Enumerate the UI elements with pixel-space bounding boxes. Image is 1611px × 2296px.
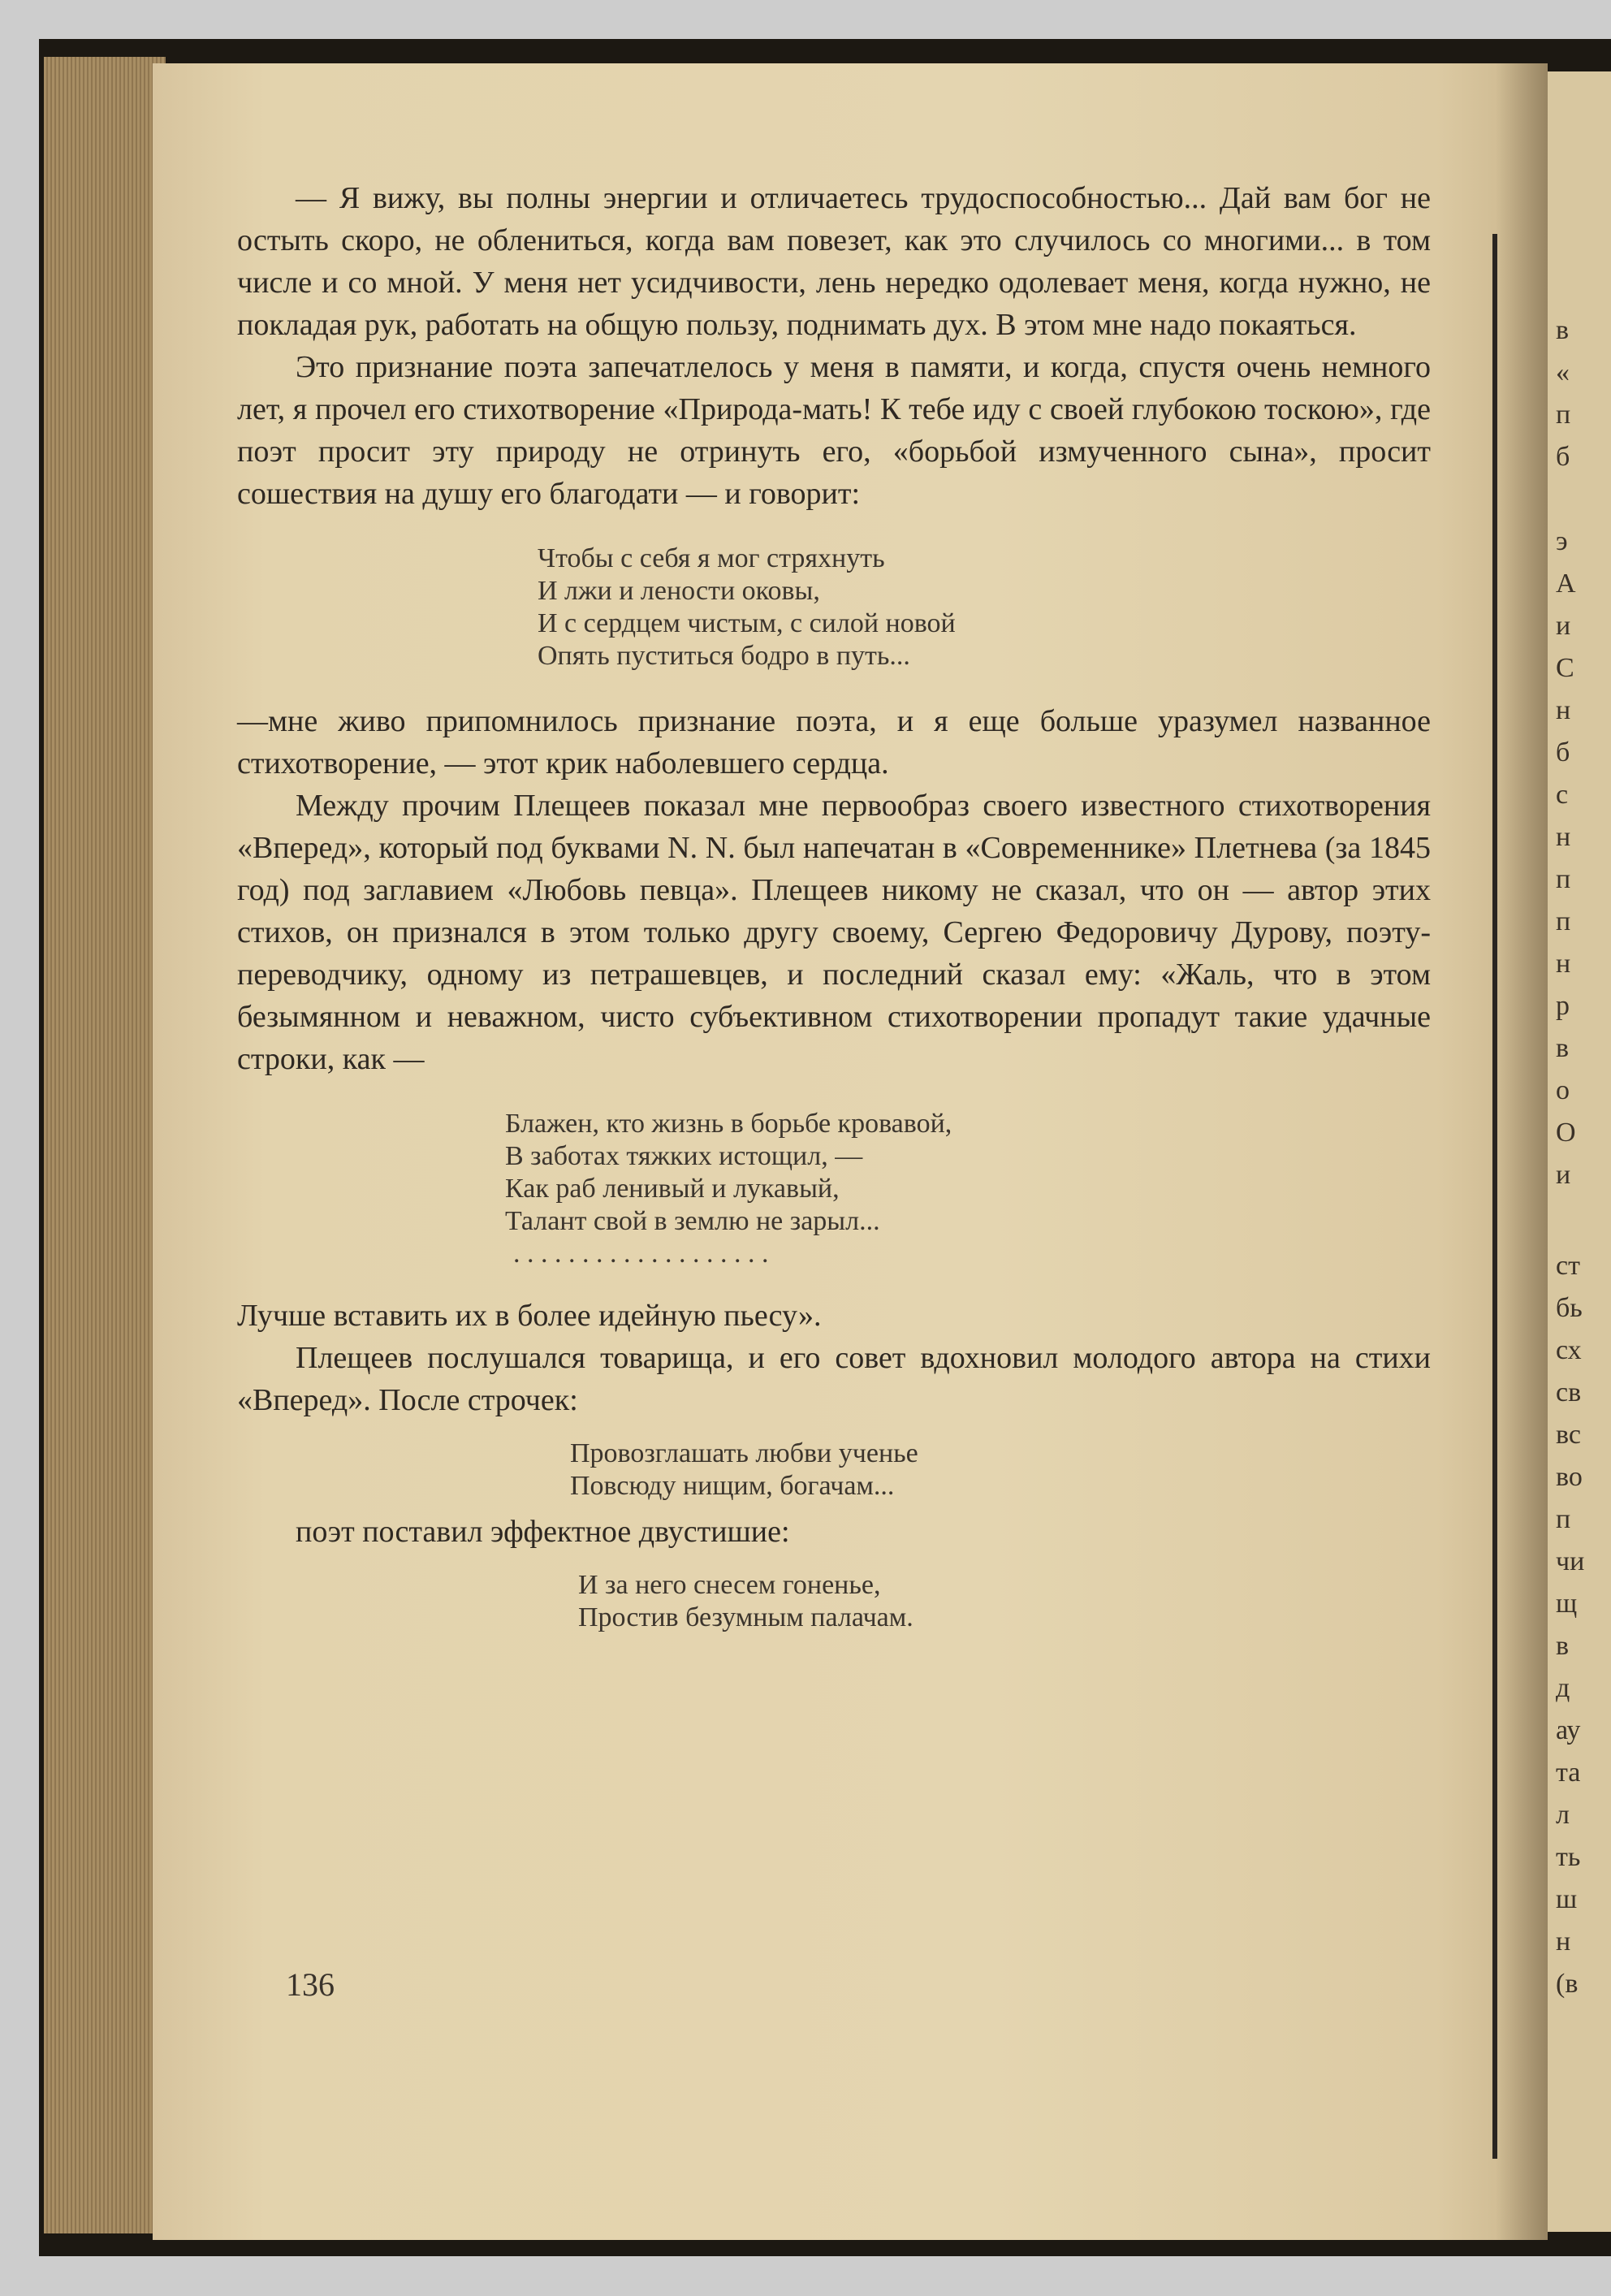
next-page-fragment: р xyxy=(1556,991,1570,1021)
verse-line: Простив безумным палачам. xyxy=(578,1602,913,1632)
verse-line: Чтобы с себя я мог стряхнуть xyxy=(538,543,885,573)
next-page-fragment: щ xyxy=(1556,1589,1578,1619)
page-body xyxy=(237,177,1431,1634)
verse-line: Повсюду нищим, богачам... xyxy=(570,1471,895,1501)
paragraph: Это признание поэта запечатлелось у меня в памяти, и когда, спустя очень немного лет, я прочел его стихотворение «Природа-мать! К тебе иду с своей глубокою тоскою», где поэт просит эту природу не отринуть его, «борьбой измученного сына», просит сошествия на душу его благодати — и говорит: xyxy=(237,350,1431,511)
next-page-fragment: во xyxy=(1556,1462,1583,1492)
paragraph: Плещеев послушался товарища, и его совет вдохновил молодого автора на стихи «Вперед». После строчек: xyxy=(237,1341,1431,1417)
paragraph: поэт поставил эффектное двустишие: xyxy=(296,1515,790,1549)
next-page-fragment: А xyxy=(1556,569,1576,599)
next-page-fragment: О xyxy=(1556,1118,1576,1148)
next-page-fragment: б xyxy=(1556,442,1570,472)
next-page-fragment: ш xyxy=(1556,1884,1578,1914)
paragraph: Лучше вставить их в более идейную пьесу». xyxy=(237,1299,822,1333)
next-page-fragment: п xyxy=(1556,400,1571,430)
paragraph: —мне живо припомнилось признание поэта, и я еще больше уразумел названное стихотворение, — этот крик наболевшего сердца. xyxy=(237,704,1431,780)
next-page-fragment: и xyxy=(1556,611,1571,641)
next-page-fragment: ау xyxy=(1556,1715,1581,1745)
verse-line: В заботах тяжких истощил, — xyxy=(505,1141,863,1171)
next-page-fragment: о xyxy=(1556,1075,1570,1105)
verse-line: И за него снесем гоненье, xyxy=(578,1570,881,1600)
paragraph: — Я вижу, вы полны энергии и отличаетесь трудоспособностью... Дай вам бог не остыть скоро, не облениться, когда вам повезет, как это случилось со многими... в том числе и со мной. У меня нет усидчивости, лень нередко одолевает меня, когда нужно, не покладая рук, работать на общую пользу, поднимать дух. В этом мне надо покаяться. xyxy=(237,181,1431,342)
next-page-fragment: э xyxy=(1556,526,1568,556)
verse-line: Провозглашать любви ученье xyxy=(570,1438,918,1468)
next-page-fragment: чи xyxy=(1556,1546,1585,1576)
next-page-fragment: н xyxy=(1556,822,1571,852)
next-page-fragment: и xyxy=(1556,1160,1571,1190)
next-page-fragment: п xyxy=(1556,1504,1571,1534)
page-number: 136 xyxy=(286,1966,335,2003)
page-edge-stack xyxy=(44,57,166,2233)
ellipsis-row: . . . . . . . . . . . . . . . . . . . xyxy=(513,1239,769,1269)
binding-gutter xyxy=(1496,63,1548,2240)
gutter-shadow-line xyxy=(1492,234,1497,2159)
next-page-fragment: д xyxy=(1556,1673,1570,1703)
next-page-fragment: л xyxy=(1556,1800,1570,1830)
next-page-fragment: сх xyxy=(1556,1335,1582,1365)
verse-line: Опять пуститься бодро в путь... xyxy=(538,641,910,671)
verse-block xyxy=(578,1569,1431,1634)
next-page-fragment: в xyxy=(1556,315,1570,345)
next-page-fragment: п xyxy=(1556,864,1571,894)
next-page-fragment: вс xyxy=(1556,1420,1581,1450)
verse-line: И с сердцем чистым, с силой новой xyxy=(538,608,956,638)
verse-line: Талант свой в землю не зарыл... xyxy=(505,1206,880,1236)
next-page-fragment: бь xyxy=(1556,1293,1583,1323)
next-page-fragment: св xyxy=(1556,1377,1582,1407)
next-page-fragment: с xyxy=(1556,780,1569,810)
paragraph: Между прочим Плещеев показал мне первообраз своего известного стихотворения «Вперед», который под буквами N. N. был напечатан в «Современнике» Плетнева (за 1845 год) под заглавием «Любовь певца». Плещеев никому не сказал, что он — автор этих стихов, он признался в этом только другу своему, Сергею Федоровичу Дурову, поэту-переводчику, одному из петрашевцев, и последний сказал ему: «Жаль, что в этом безымянном и неважном, чисто субъективном стихотворении пропадут такие удачные строки, как — xyxy=(237,789,1431,1076)
next-page-fragment: в xyxy=(1556,1033,1570,1063)
next-page-fragment: н xyxy=(1556,949,1571,979)
verse-line: И лжи и лености оковы, xyxy=(538,576,820,606)
next-page-fragment: та xyxy=(1556,1758,1581,1788)
next-page-strip xyxy=(1548,71,1611,2232)
next-page-fragment: н xyxy=(1556,1926,1571,1957)
next-page-fragment: « xyxy=(1556,357,1570,387)
next-page-fragment: ть xyxy=(1556,1842,1581,1872)
verse-line: Блажен, кто жизнь в борьбе кровавой, xyxy=(505,1109,952,1139)
verse-block xyxy=(505,1108,1431,1238)
verse-line: Как раб ленивый и лукавый, xyxy=(505,1174,840,1204)
next-page-fragment: ст xyxy=(1556,1251,1580,1281)
next-page-fragment: н xyxy=(1556,695,1571,725)
next-page-fragment: б xyxy=(1556,737,1570,767)
verse-block xyxy=(570,1438,1431,1503)
next-page-fragment: (в xyxy=(1556,1969,1579,1999)
verse-block xyxy=(538,543,1431,672)
next-page-fragment: в xyxy=(1556,1631,1570,1661)
next-page-fragment: п xyxy=(1556,906,1571,936)
next-page-fragment: С xyxy=(1556,653,1574,683)
